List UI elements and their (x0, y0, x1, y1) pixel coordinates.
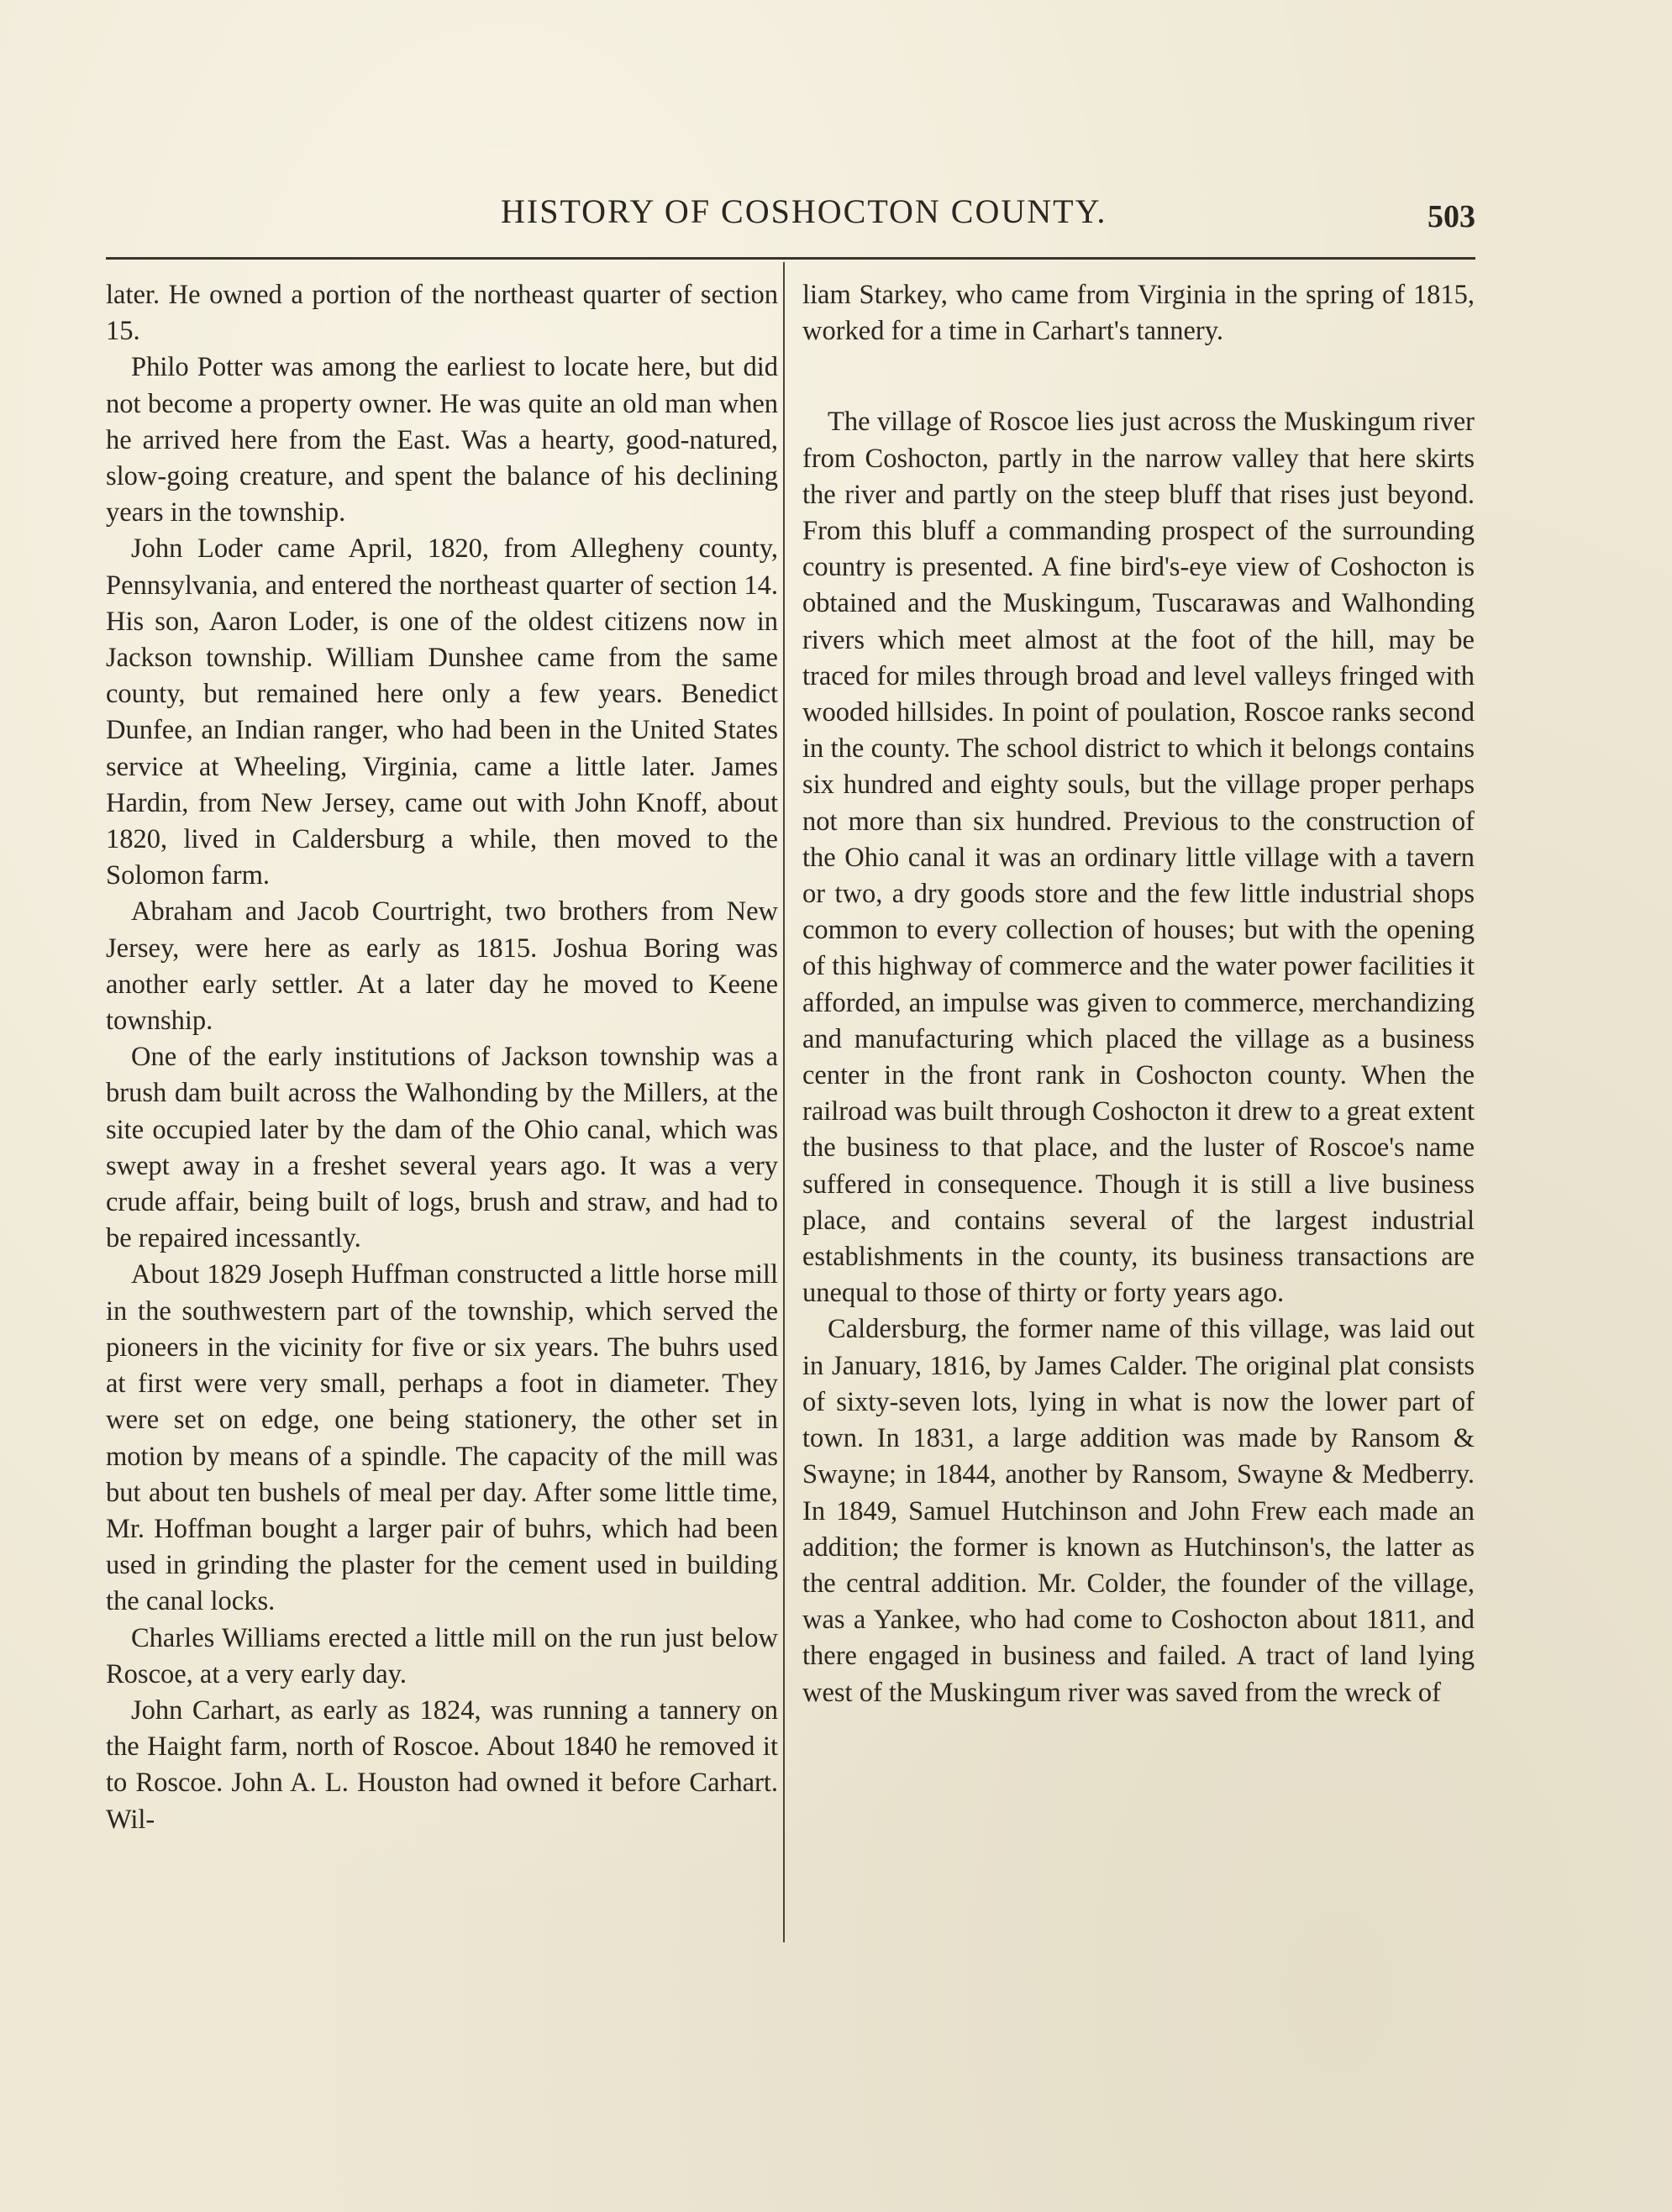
paragraph: The village of Roscoe lies just across the Muskingum river from Coshocton, partly in the narrow valley that here skirts the river and partly on the steep bluff that rises just beyond. From this bluff a commanding prospect of the surrounding country is presented. A fine bird's-eye view of Coshocton is obtained and the Muskingum, Tuscarawas and Walhonding rivers which meet almost at the foot of the hill, may be traced for miles through broad and level valleys fringed with wooded hillsides. In point of poulation, Roscoe ranks second in the county. The school district to which it belongs contains six hundred and eighty souls, but the village proper perhaps not more than six hundred. Previous to the construction of the Ohio canal it was an ordinary little village with a tavern or two, a dry goods store and the few little industrial shops common to every collection of houses; but with the opening of this highway of commerce and the water power facilities it afforded, an impulse was given to commerce, merchandizing and manufacturing which placed the village as a business center in the front rank in Coshocton county. When the railroad was built through Coshocton it drew to a great extent the business to that place, and the luster of Roscoe's name suffered in consequence. Though it is still a live business place, and contains several of the largest industrial establishments in the county, its business transactions are unequal to those of thirty or forty years ago. (802, 407, 1475, 1309)
header-rule (106, 257, 1475, 260)
paragraph: John Loder came April, 1820, from Allegheny county, Pennsylvania, and entered the northeast quarter of section 14. His son, Aaron Loder, is one of the oldest citizens now in Jackson township. William Dunshee came from the same county, but remained here only a few years. Benedict Dunfee, an Indian ranger, who had been in the United States service at Wheeling, Virginia, came a little later. James Hardin, from New Jersey, came out with John Knoff, about 1820, lived in Caldersburg a while, then moved to the Solomon farm. (106, 533, 778, 891)
paragraph: Abraham and Jacob Courtright, two brothers from New Jersey, were here as early as 1815. Joshua Boring was another early settler. At a later day he moved to Keene township. (106, 896, 778, 1037)
paragraph: Caldersburg, the former name of this village, was laid out in January, 1816, by James Calder. The original plat consists of sixty-seven lots, lying in what is now the lower part of town. In 1831, a large addition was made by Ransom & Swayne; in 1844, another by Ransom, Swayne & Medberry. In 1849, Samuel Hutchinson and John Frew each made an addition; the former is known as Hutchinson's, the latter as the central addition. Mr. Colder, the founder of the village, was a Yankee, who had come to Coshocton about 1811, and there engaged in business and failed. A tract of land lying west of the Muskingum river was saved from the wreck of (802, 1314, 1475, 1708)
right-column (802, 277, 1475, 1711)
paragraph: One of the early institutions of Jackson township was a brush dam built across the Walhonding by the Millers, at the site occupied later by the dam of the Ohio canal, which was swept away in a freshet several years ago. It was a very crude affair, being built of logs, brush and straw, and had to be repaired incessantly. (106, 1042, 778, 1254)
paragraph: later. He owned a portion of the northeast quarter of section 15. (106, 280, 778, 347)
running-title: HISTORY OF COSHOCTON COUNTY. (501, 192, 1107, 230)
page-number: 503 (1428, 199, 1475, 234)
paragraph: Philo Potter was among the earliest to locate here, but did not become a property owner. He was quite an old man when he arrived here from the East. Was a hearty, good-natured, slow-going creature, and spent the balance of his declining years in the township. (106, 352, 778, 528)
paragraph: liam Starkey, who came from Virginia in the spring of 1815, worked for a time in Carhart's tannery. (802, 280, 1475, 347)
paragraph: John Carhart, as early as 1824, was running a tannery on the Haight farm, north of Roscoe. About 1840 he removed it to Roscoe. John A. L. Houston had owned it before Carhart. Wil- (106, 1694, 778, 1835)
left-column (106, 277, 778, 1838)
column-divider (783, 262, 785, 1942)
paragraph: About 1829 Joseph Huffman constructed a little horse mill in the southwestern part of the township, which served the pioneers in the vicinity for five or six years. The buhrs used at first were very small, perhaps a foot in diameter. They were set on edge, one being stationery, the other set in motion by means of a spindle. The capacity of the mill was but about ten bushels of meal per day. After some little time, Mr. Hoffman bought a larger pair of buhrs, which had been used in grinding the plaster for the cement used in building the canal locks. (106, 1259, 778, 1617)
paragraph: Charles Williams erected a little mill on the run just below Roscoe, at a very early day. (106, 1622, 778, 1689)
page-header (106, 192, 1475, 242)
